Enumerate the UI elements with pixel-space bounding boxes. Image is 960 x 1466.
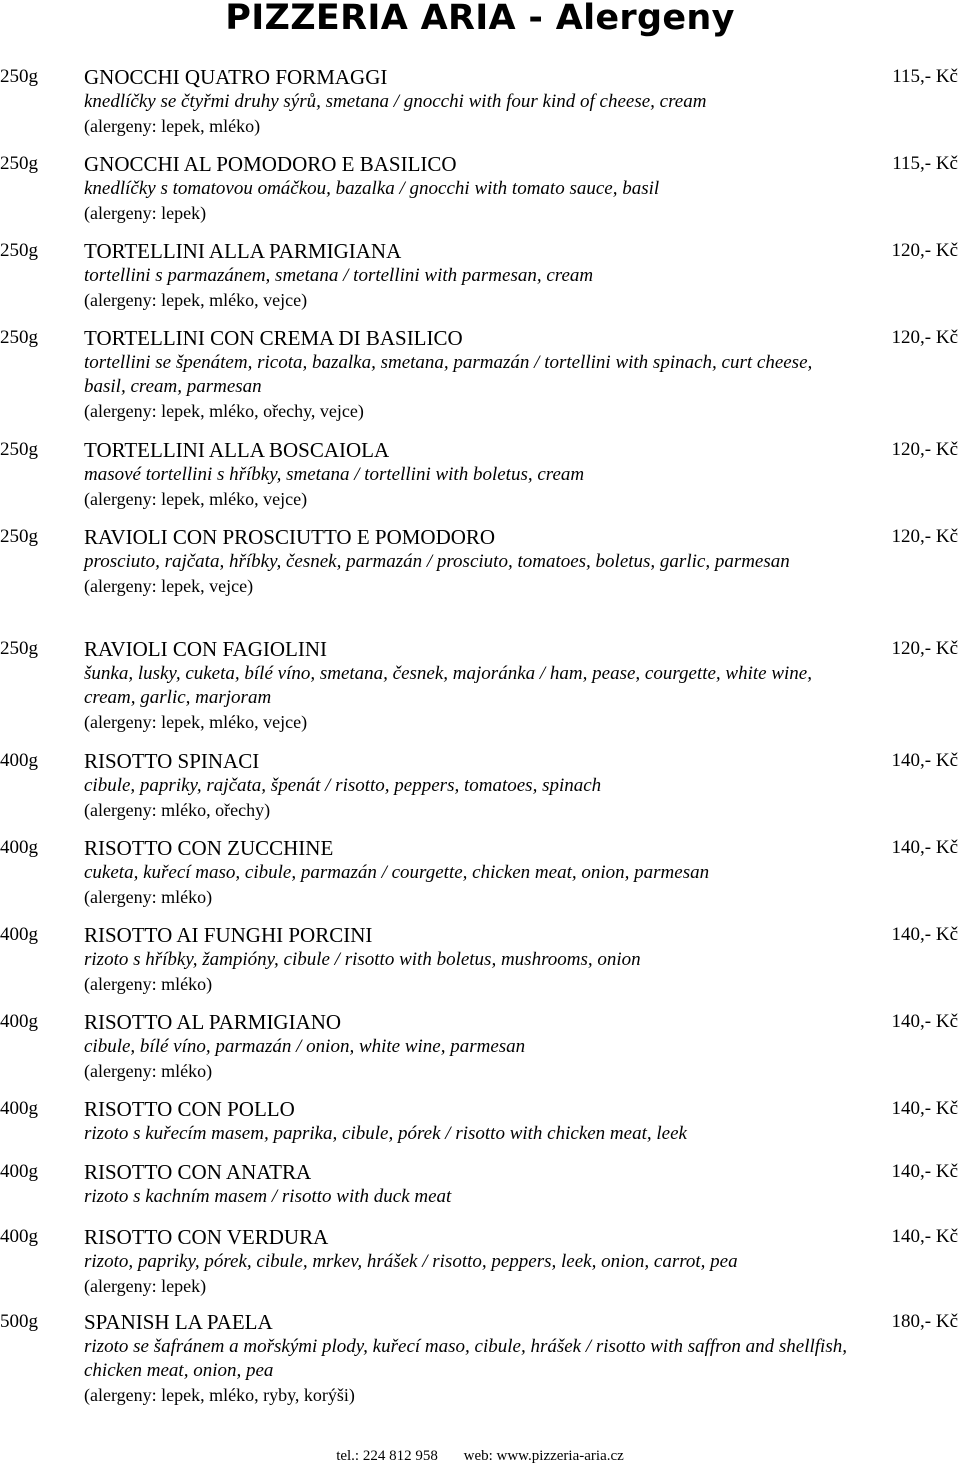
item-weight: 250g — [0, 526, 38, 547]
item-allergens: (alergeny: mléko) — [84, 887, 213, 907]
menu-item — [0, 1009, 960, 1083]
item-name: TORTELLINI ALLA BOSCAIOLA — [84, 438, 390, 462]
item-price: 120,- Kč — [891, 327, 958, 348]
menu-item — [0, 835, 960, 909]
item-name: RISOTTO SPINACI — [84, 749, 260, 773]
item-name: RISOTTO CON VERDURA — [84, 1225, 329, 1249]
menu-item — [0, 922, 960, 996]
item-description: rizoto s hříbky, žampióny, cibule / risotto with boletus, mushrooms, onion — [84, 949, 641, 970]
menu-item — [0, 524, 960, 598]
item-price: 120,- Kč — [891, 638, 958, 659]
item-description: knedlíčky se čtyřmi druhy sýrů, smetana / gnocchi with four kind of cheese, cream — [84, 91, 707, 112]
item-description: tortellini se špenátem, ricota, bazalka, smetana, parmazán / tortellini with spinach, curt cheese, basil, cream, parmesan — [84, 352, 813, 397]
item-description: cibule, papriky, rajčata, špenát / risotto, peppers, tomatoes, spinach — [84, 775, 602, 796]
item-price: 140,- Kč — [891, 750, 958, 771]
menu-item — [0, 151, 960, 225]
item-allergens: (alergeny: lepek) — [84, 1276, 207, 1296]
item-weight: 250g — [0, 327, 38, 348]
item-allergens: (alergeny: lepek, mléko, ryby, korýši) — [84, 1385, 355, 1405]
item-price: 120,- Kč — [891, 439, 958, 460]
item-price: 140,- Kč — [891, 924, 958, 945]
item-weight: 250g — [0, 638, 38, 659]
item-weight: 400g — [0, 924, 38, 945]
item-price: 120,- Kč — [891, 526, 958, 547]
item-description: knedlíčky s tomatovou omáčkou, bazalka / gnocchi with tomato sauce, basil — [84, 178, 660, 199]
menu-item — [0, 1159, 960, 1209]
item-price: 140,- Kč — [891, 1161, 958, 1182]
item-description: šunka, lusky, cuketa, bílé víno, smetana, česnek, majoránka / ham, pease, courgette, white wine, cream, garlic, marjoram — [84, 663, 812, 708]
item-name: RISOTTO CON ZUCCHINE — [84, 836, 334, 860]
menu-item — [0, 437, 960, 511]
item-name: RISOTTO AL PARMIGIANO — [84, 1010, 342, 1034]
item-allergens: (alergeny: mléko, ořechy) — [84, 800, 271, 820]
item-allergens: (alergeny: lepek, mléko) — [84, 116, 261, 136]
item-name: TORTELLINI CON CREMA DI BASILICO — [84, 326, 463, 350]
item-allergens: (alergeny: mléko) — [84, 974, 213, 994]
item-description: cibule, bílé víno, parmazán / onion, white wine, parmesan — [84, 1036, 526, 1057]
item-weight: 400g — [0, 1098, 38, 1119]
item-name: RISOTTO AI FUNGHI PORCINI — [84, 923, 373, 947]
item-allergens: (alergeny: lepek, mléko, vejce) — [84, 712, 308, 732]
footer — [0, 1446, 960, 1466]
item-price: 140,- Kč — [891, 1011, 958, 1032]
menu-item — [0, 748, 960, 822]
item-allergens: (alergeny: lepek, mléko, vejce) — [84, 290, 308, 310]
item-name: RISOTTO CON ANATRA — [84, 1160, 312, 1184]
menu-item — [0, 1309, 960, 1407]
menu-item — [0, 238, 960, 312]
item-price: 120,- Kč — [891, 240, 958, 261]
item-name: RAVIOLI CON FAGIOLINI — [84, 637, 328, 661]
item-description: rizoto s kachním masem / risotto with duck meat — [84, 1186, 452, 1207]
item-name: GNOCCHI AL POMODORO E BASILICO — [84, 152, 457, 176]
item-name: RAVIOLI CON PROSCIUTTO E POMODORO — [84, 525, 496, 549]
item-description: tortellini s parmazánem, smetana / tortellini with parmesan, cream — [84, 265, 594, 286]
item-description: rizoto s kuřecím masem, paprika, cibule, pórek / risotto with chicken meat, leek — [84, 1123, 687, 1144]
item-name: RISOTTO CON POLLO — [84, 1097, 295, 1121]
item-allergens: (alergeny: lepek, mléko, vejce) — [84, 489, 308, 509]
item-weight: 250g — [0, 240, 38, 261]
item-name: GNOCCHI QUATRO FORMAGGI — [84, 65, 388, 89]
menu-item — [0, 1224, 960, 1298]
item-weight: 400g — [0, 837, 38, 858]
item-allergens: (alergeny: lepek, mléko, ořechy, vejce) — [84, 401, 364, 421]
item-weight: 250g — [0, 153, 38, 174]
item-allergens: (alergeny: lepek, vejce) — [84, 576, 254, 596]
item-weight: 500g — [0, 1311, 38, 1332]
item-description: masové tortellini s hříbky, smetana / tortellini with boletus, cream — [84, 464, 585, 485]
item-name: SPANISH LA PAELA — [84, 1310, 273, 1334]
page-title: PIZZERIA ARIA - Alergeny — [225, 0, 735, 38]
item-price: 115,- Kč — [892, 66, 958, 87]
item-weight: 400g — [0, 1011, 38, 1032]
footer-phone: tel.: 224 812 958 — [336, 1448, 438, 1464]
item-price: 140,- Kč — [891, 1226, 958, 1247]
item-allergens: (alergeny: lepek) — [84, 203, 207, 223]
item-price: 140,- Kč — [891, 837, 958, 858]
item-description: prosciuto, rajčata, hříbky, česnek, parmazán / prosciuto, tomatoes, boletus, garlic, parmesan — [84, 551, 790, 572]
item-description: cuketa, kuřecí maso, cibule, parmazán / courgette, chicken meat, onion, parmesan — [84, 862, 710, 883]
menu-item — [0, 1096, 960, 1146]
item-description: rizoto, papriky, pórek, cibule, mrkev, hrášek / risotto, peppers, leek, onion, carrot, pea — [84, 1251, 738, 1272]
item-weight: 400g — [0, 750, 38, 771]
item-name: TORTELLINI ALLA PARMIGIANA — [84, 239, 402, 263]
item-description: rizoto se šafránem a mořskými plody, kuřecí maso, cibule, hrášek / risotto with saffron and shellfish, chicken meat, onion, pea — [84, 1336, 847, 1381]
item-weight: 250g — [0, 439, 38, 460]
item-weight: 400g — [0, 1161, 38, 1182]
item-price: 115,- Kč — [892, 153, 958, 174]
menu-item — [0, 325, 960, 423]
item-allergens: (alergeny: mléko) — [84, 1061, 213, 1081]
menu-item — [0, 64, 960, 138]
item-weight: 400g — [0, 1226, 38, 1247]
footer-web[interactable]: web: www.pizzeria-aria.cz — [463, 1448, 624, 1464]
item-weight: 250g — [0, 66, 38, 87]
item-price: 180,- Kč — [891, 1311, 958, 1332]
menu-item — [0, 636, 960, 734]
item-price: 140,- Kč — [891, 1098, 958, 1119]
